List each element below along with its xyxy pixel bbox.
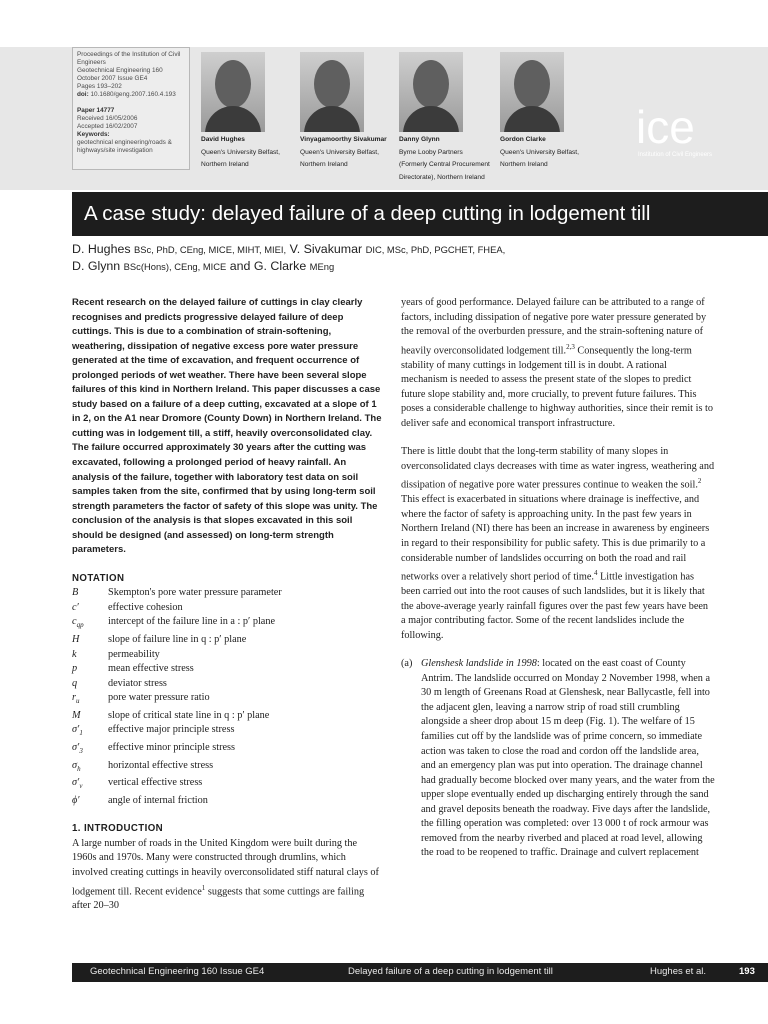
doi-value[interactable]: 10.1680/geng.2007.160.4.193: [90, 91, 176, 99]
author-card-hughes: [201, 52, 301, 172]
keywords-text: geotechnical engineering/roads & highways/site investigation: [77, 138, 172, 155]
author-photo: [300, 52, 364, 132]
list-item-title: Glenshesk landslide in 1998: [421, 658, 537, 670]
author-name: David Hughes: [201, 136, 245, 143]
author-affiliation: Queen's University Belfast,: [500, 148, 579, 156]
citation-ref[interactable]: 4: [593, 569, 598, 578]
notation-row: $\sigma_h$ horizontal effective stress: [72, 759, 214, 773]
author-name: Danny Glynn: [399, 136, 440, 143]
citation-ref[interactable]: 2: [697, 477, 702, 486]
notation-row: $\sigma'_1$ effective major principle stress: [72, 724, 235, 738]
body-paragraph: years of good performance. Delayed failure can be attributed to a range of factors, including dissipation of negative pore water pressure generated by the removal of the overburden pressure, and the strain-softening nature of heavily overconsolidated lodgement till.$^{2,3}$ Consequently the long-term stability of many cuttings in lodgement till is in doubt. A rational mechanism is needed to assess the present state of the slopes to predict future slope stability and, more crucially, to prevent future failures. This poses a considerable challenge to highway authorities, since their remit is to deliver safe and economical transport infrastructure.: [401, 297, 713, 429]
author-affiliation: Queen's University Belfast,: [201, 148, 280, 156]
author-photo: [500, 52, 564, 132]
byline-and: and: [229, 259, 251, 273]
proceedings-line: Proceedings of the Institution of Civil Engineers: [77, 51, 181, 67]
author-affiliation: Directorate), Northern Ireland: [399, 173, 485, 181]
author-affiliation: Queen's University Belfast,: [300, 148, 379, 156]
footer-journal: Geotechnical Engineering 160 Issue GE4: [90, 966, 265, 977]
page-number: 193: [739, 966, 755, 977]
logo-wordmark: ice: [636, 103, 695, 153]
accepted-date: Accepted 16/02/2007: [77, 122, 138, 130]
journal-line: Geotechnical Engineering 160: [77, 67, 163, 75]
footer-running-title: Delayed failure of a deep cutting in lodgement till: [348, 966, 553, 977]
footer-bar: [72, 963, 768, 982]
byline-author: V. Sivakumar: [289, 242, 363, 256]
list-item-label: (a): [401, 658, 413, 670]
doi-label: doi:: [77, 91, 89, 99]
issue-line: October 2007 Issue GE4: [77, 75, 148, 83]
received-date: Received 16/05/2006: [77, 114, 138, 122]
introduction-heading: 1. INTRODUCTION: [72, 823, 164, 835]
list-item-text: : located on the east coast of County Antrim. The landslide occurred on Monday 2 November 1998, when a 30 m length of Greenans Road at Glenshesk, near Ballycastle, fell into the adjacent glen, leaving a narrow strip of road still crumbling alongside a sheer drop about 15 m deep (Fig. 1). The welfare of 15 families cut off by the landslide was of prime concern, so immediate action was taken to close the road and cordon off the landslide area, and an emergency plan was put into operation. The drainage channel had gradually become blocked over many years, and the water from the upper slope eventually ended up discharging entirely through the sand and gravel deposits beneath the roadway. Five days after the landslide, the filling operation was completed: over 13 000 t of rock armour was removed from the nearby riverbed and placed at road level, allowing the road to be reopened to traffic. Drainage and culvert replacement: [421, 658, 715, 859]
citation-ref[interactable]: 1: [201, 883, 206, 892]
byline-qualifications: BSc(Hons), CEng, MICE: [123, 261, 227, 272]
author-card-clarke: [500, 52, 600, 172]
keywords-label: Keywords:: [77, 130, 110, 138]
notation-row: B Skempton's pore water pressure parameter: [72, 587, 282, 599]
byline-qualifications: BSc, PhD, CEng, MICE, MIHT, MIEI,: [134, 244, 287, 255]
pages-line: Pages 193–202: [77, 83, 122, 91]
notation-table: [72, 586, 384, 808]
author-affiliation: Northern Ireland: [500, 161, 548, 169]
left-column: [72, 296, 384, 914]
notation-row: q deviator stress: [72, 677, 167, 689]
author-photo: [399, 52, 463, 132]
byline-qualifications: MEng: [309, 261, 335, 272]
byline-author: D. Glynn: [72, 259, 121, 273]
notation-row: k permeability: [72, 648, 160, 660]
abstract: Recent research on the delayed failure of cuttings in clay clearly recognises and predicts progressive delayed failure of deep cuttings. This is due to a combination of strain-softening, weathering, dissipation of negative excess pore water pressure generated at the time of excavation, and frequent occurrence of prolonged periods of wet weather. There have been several slope failures of this kind in Northern Ireland. This paper discusses a case study based on a failure of a deep cutting, excavated at a slope of 1 in 2, on the A1 near Dromore (County Down) in Northern Ireland. The cutting was in lodgement till, a stiff, heavily overconsolidated clay. The failure occurred approximately 30 years after the cutting was excavated, following a prolonged period of heavy rainfall. An analysis of the failure, together with laboratory test data on soil samples taken from the site, confirmed that by using long-term soil strength parameters the factor of safety of this slope was unity. The conclusion of the analysis is that slopes excavated in this soil should be designed (and assessed) on long-term strength parameters.: [72, 297, 382, 556]
notation-row: $r_u$ pore water pressure ratio: [72, 692, 210, 706]
notation-row: $\sigma'_v$ vertical effective stress: [72, 777, 203, 791]
landslide-list-item: [401, 657, 715, 861]
author-affiliation: Northern Ireland: [300, 161, 348, 169]
introduction-paragraph: A large number of roads in the United Kingdom were built during the 1960s and 1970s. Many were constructed through drumlins, which involved creating cuttings in heavily overconsolidated stiff natural clays of lodgement till. Recent evidence$^1$ suggests that some cuttings are failing after 20–30: [72, 837, 379, 912]
citation-ref[interactable]: 2,3: [566, 342, 575, 351]
notation-row: $\sigma'_3$ effective minor principle stress: [72, 742, 236, 756]
author-photo: [201, 52, 265, 132]
author-affiliation: (Formerly Central Procurement: [399, 161, 490, 169]
author-name: Gordon Clarke: [500, 136, 546, 143]
logo-subtitle: Institution of Civil Engineers: [638, 152, 713, 158]
author-affiliation: Northern Ireland: [201, 161, 249, 169]
byline-author: G. Clarke: [253, 259, 307, 273]
article-title: A case study: delayed failure of a deep cutting in lodgement till: [84, 202, 651, 225]
byline-author: D. Hughes: [72, 242, 131, 256]
author-byline: [72, 241, 762, 275]
right-column: [401, 296, 715, 861]
author-card-glynn: [399, 52, 499, 184]
author-card-sivakumar: [300, 52, 400, 172]
title-bar: [72, 192, 768, 236]
publication-meta-box: [72, 47, 190, 170]
author-name: Vinyagamoorthy Sivakumar: [300, 136, 387, 143]
notation-row: M slope of critical state line in q : p′ plane: [72, 709, 270, 721]
paper-number: Paper 14777: [77, 106, 115, 114]
notation-row: H slope of failure line in q : p′ plane: [72, 634, 247, 646]
doi-line: [77, 91, 189, 99]
ice-logo: [636, 103, 728, 159]
notation-row: ϕ′ angle of internal friction: [72, 794, 208, 806]
byline-qualifications: DIC, MSc, PhD, PGCHET, FHEA,: [365, 244, 506, 255]
body-paragraph: There is little doubt that the long-term stability of many slopes in overconsolidated clays decreases with time as water ingress, weathering and dissipation of negative pore water pressures continue to weaken the soil.$^2$ This effect is exacerbated in situations where drainage is ineffective, and where the factor of safety is approaching unity. In the past few years in Northern Ireland (NI) there has been an increase in awareness by engineers in regard to their responsibility for public safety. This is due primarily to a considerable number of landslides occurring on both the road and rail networks over a relatively short period of time.$^4$ Little investigation has been carried out into the root causes of such landslides, but it is likely that the above-average yearly rainfall figures over the past few years have been a major contributing factor. Some of the recent landslides include the following.: [401, 446, 715, 641]
notation-row: p mean effective stress: [72, 663, 194, 675]
notation-row: $c_{qp}$ intercept of the failure line in a : p′ plane: [72, 616, 276, 630]
notation-row: c′ effective cohesion: [72, 601, 183, 613]
author-affiliation: Byrne Looby Partners: [399, 148, 463, 156]
footer-authors: Hughes et al.: [650, 966, 706, 977]
notation-heading: NOTATION: [72, 572, 125, 584]
